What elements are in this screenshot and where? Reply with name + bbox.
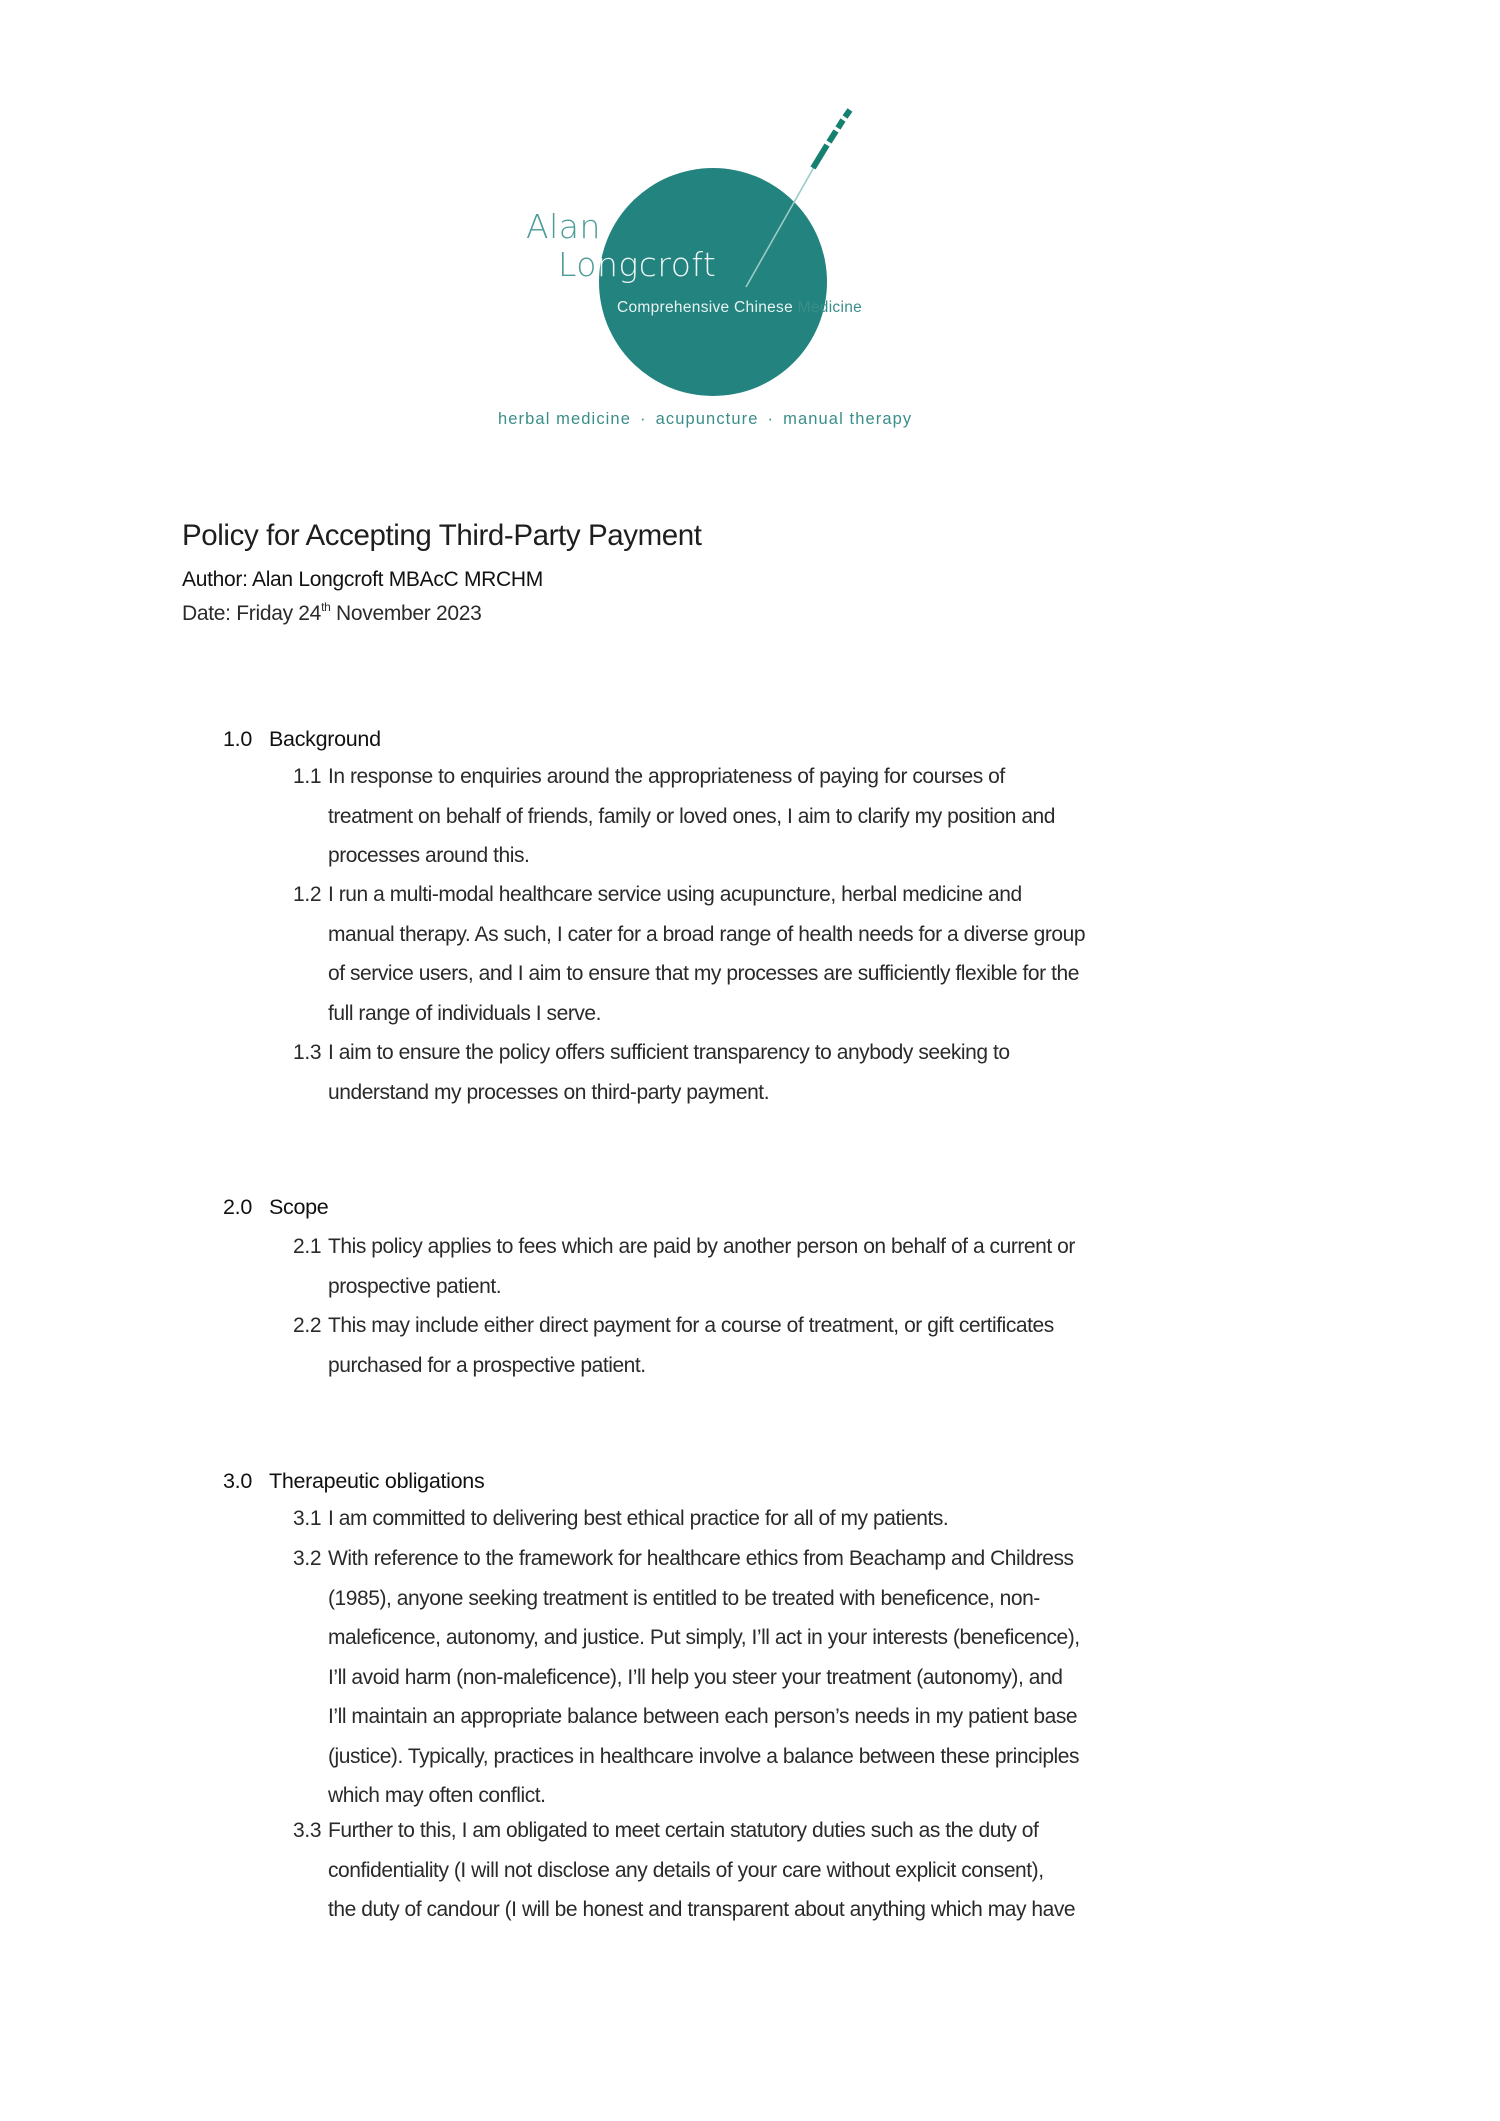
clause-text-line: (1985), anyone seeking treatment is entitled to be treated with beneficence, non- [328, 1586, 1040, 1610]
service-manual-therapy: manual therapy [783, 410, 913, 428]
clause-text-line: With reference to the framework for healthcare ethics from Beachamp and Childress [328, 1547, 1074, 1570]
clause-text-line: confidentiality (I will not disclose any details of your care without explicit consent), [328, 1858, 1044, 1882]
section-heading [223, 1193, 328, 1221]
service-herbal-medicine: herbal medicine [498, 410, 631, 428]
clause-number: 3.2 [293, 1547, 322, 1570]
clause-text-line: of service users, and I aim to ensure that my processes are sufficiently flexible for the [328, 962, 1079, 985]
section-title: Scope [269, 1195, 329, 1219]
clause-text-line: the duty of candour (I will be honest and transparent about anything which may have [328, 1898, 1076, 1921]
logo-graphic [0, 0, 1500, 460]
clause-number: 3.1 [293, 1507, 322, 1530]
clause-text-line: In response to enquiries around the appropriateness of paying for courses of [328, 765, 1005, 788]
logo-name-last [558, 245, 716, 285]
clause-number: 2.2 [293, 1314, 322, 1337]
practice-logo [0, 0, 1500, 460]
clause-text-line: treatment on behalf of friends, family or loved ones, I aim to clarify my position and [328, 804, 1056, 828]
separator-dot: · [639, 410, 647, 428]
clause-text-line: This may include either direct payment for a course of treatment, or gift certificates [328, 1314, 1054, 1337]
clause-number: 1.2 [293, 883, 322, 906]
logo-name-last-outside: Lo [558, 245, 597, 284]
date-prefix: Date: Friday 24 [182, 602, 322, 625]
logo-subtitle-inside: Comprehensive Chinese [617, 299, 798, 316]
service-acupuncture: acupuncture [655, 410, 759, 428]
clause-text-line: full range of individuals I serve. [328, 1001, 602, 1025]
section-title: Background [269, 727, 381, 751]
logo-name-first: Alan [526, 207, 601, 246]
clause-text-line: (justice). Typically, practices in healthcare involve a balance between these principles [328, 1744, 1080, 1768]
clause-text-line: which may often conflict. [328, 1784, 546, 1807]
logo-name-last-inside: ngcroft [597, 245, 717, 284]
clause-text-line: Further to this, I am obligated to meet certain statutory duties such as the duty of [328, 1819, 1039, 1842]
section-heading [223, 725, 381, 753]
clause-text-line: understand my processes on third-party payment. [328, 1080, 770, 1104]
clause-text-line: I am committed to delivering best ethical practice for all of my patients. [328, 1507, 949, 1530]
clause-text-line: I run a multi-modal healthcare service using acupuncture, herbal medicine and [328, 883, 1022, 906]
date-rest: November 2023 [330, 602, 482, 625]
clause-number: 1.1 [293, 765, 322, 788]
document-title: Policy for Accepting Third-Party Payment [182, 519, 702, 552]
clause-text-line: purchased for a prospective patient. [328, 1353, 646, 1377]
clause-text-line: I aim to ensure the policy offers sufficient transparency to anybody seeking to [328, 1041, 1010, 1064]
clause-text-line: I’ll maintain an appropriate balance between each person’s needs in my patient base [328, 1705, 1078, 1728]
section-heading [223, 1467, 484, 1495]
separator-dot: · [767, 410, 775, 428]
section-number: 1.0 [223, 727, 252, 751]
clause-number: 3.3 [293, 1819, 322, 1842]
logo-subtitle [617, 298, 862, 318]
clause-text-line: prospective patient. [328, 1274, 502, 1298]
clause-text-line: I’ll avoid harm (non-maleficence), I’ll help you steer your treatment (autonomy), and [328, 1665, 1063, 1689]
clause-text-line: maleficence, autonomy, and justice. Put simply, I’ll act in your interests (beneficence), [328, 1626, 1080, 1649]
clause-number: 2.1 [293, 1235, 322, 1258]
section-number: 2.0 [223, 1195, 252, 1219]
clause-number: 1.3 [293, 1041, 322, 1064]
document-date [182, 600, 482, 630]
date-ordinal: th [321, 600, 331, 614]
logo-subtitle-outside: Medicine [797, 299, 863, 316]
needle-handle-icon [813, 110, 850, 168]
clause-text-line: processes around this. [328, 844, 530, 867]
logo-services [498, 409, 912, 429]
document-author: Author: Alan Longcroft MBAcC MRCHM [182, 568, 543, 591]
section-number: 3.0 [223, 1469, 252, 1493]
section-title: Therapeutic obligations [269, 1469, 485, 1493]
clause-text-line: This policy applies to fees which are paid by another person on behalf of a current or [328, 1235, 1075, 1258]
clause-text-line: manual therapy. As such, I cater for a broad range of health needs for a diverse group [328, 922, 1086, 946]
